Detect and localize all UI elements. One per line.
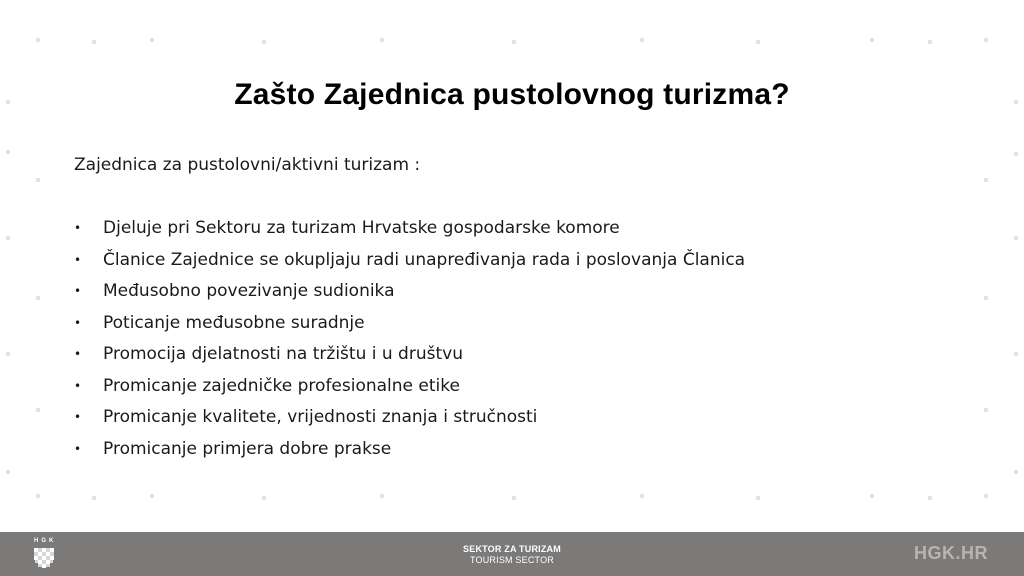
bullet-text: Međusobno povezivanje sudionika	[103, 281, 395, 301]
bullet-dot: •	[74, 284, 82, 298]
bullet-item	[74, 216, 745, 248]
bullet-text: Poticanje međusobne suradnje	[103, 312, 365, 333]
checkerboard-shield-icon	[34, 548, 54, 570]
bullet-text: Promicanje zajedničke profesionalne etike	[103, 375, 460, 396]
bullet-text: Promicanje kvalitete, vrijednosti znanja i stručnosti	[103, 407, 538, 427]
bullet-dot: •	[74, 221, 82, 235]
footer-title: SEKTOR ZA TURIZAM	[463, 544, 561, 554]
bullet-text: Djeluje pri Sektoru za turizam Hrvatske gospodarske komore	[103, 218, 620, 238]
bullet-text: Članice Zajednice se okupljaju radi unapređivanja rada i poslovanja Članica	[103, 249, 746, 270]
slide-title: Zašto Zajednica pustolovnog turizma?	[234, 78, 790, 111]
bullet-item	[74, 279, 745, 311]
bullet-item	[74, 405, 745, 437]
bullet-dot: •	[74, 441, 82, 456]
bullet-list	[74, 216, 745, 468]
bullet-item	[74, 311, 745, 343]
footer-site-link[interactable]: HGK.HR	[914, 543, 988, 563]
bullet-item	[74, 248, 745, 280]
footer-sector-label	[412, 544, 612, 566]
bullet-text: Promocija djelatnosti na tržištu i u društvu	[103, 344, 463, 364]
bullet-dot: •	[74, 410, 82, 424]
hgk-logo[interactable]	[34, 538, 56, 572]
bullet-dot: •	[74, 252, 82, 267]
bullet-item	[74, 342, 745, 374]
bullet-dot: •	[74, 347, 82, 361]
footer-subtitle: TOURISM SECTOR	[470, 555, 554, 565]
bullet-item	[74, 437, 745, 469]
bullet-item	[74, 374, 745, 406]
footer-bar	[0, 532, 1024, 576]
intro-text: Zajednica za pustolovni/aktivni turizam :	[74, 155, 421, 175]
logo-text: HGK	[34, 538, 57, 544]
bullet-dot: •	[74, 315, 82, 330]
bullet-dot: •	[74, 378, 82, 393]
bullet-text: Promicanje primjera dobre prakse	[103, 438, 392, 459]
